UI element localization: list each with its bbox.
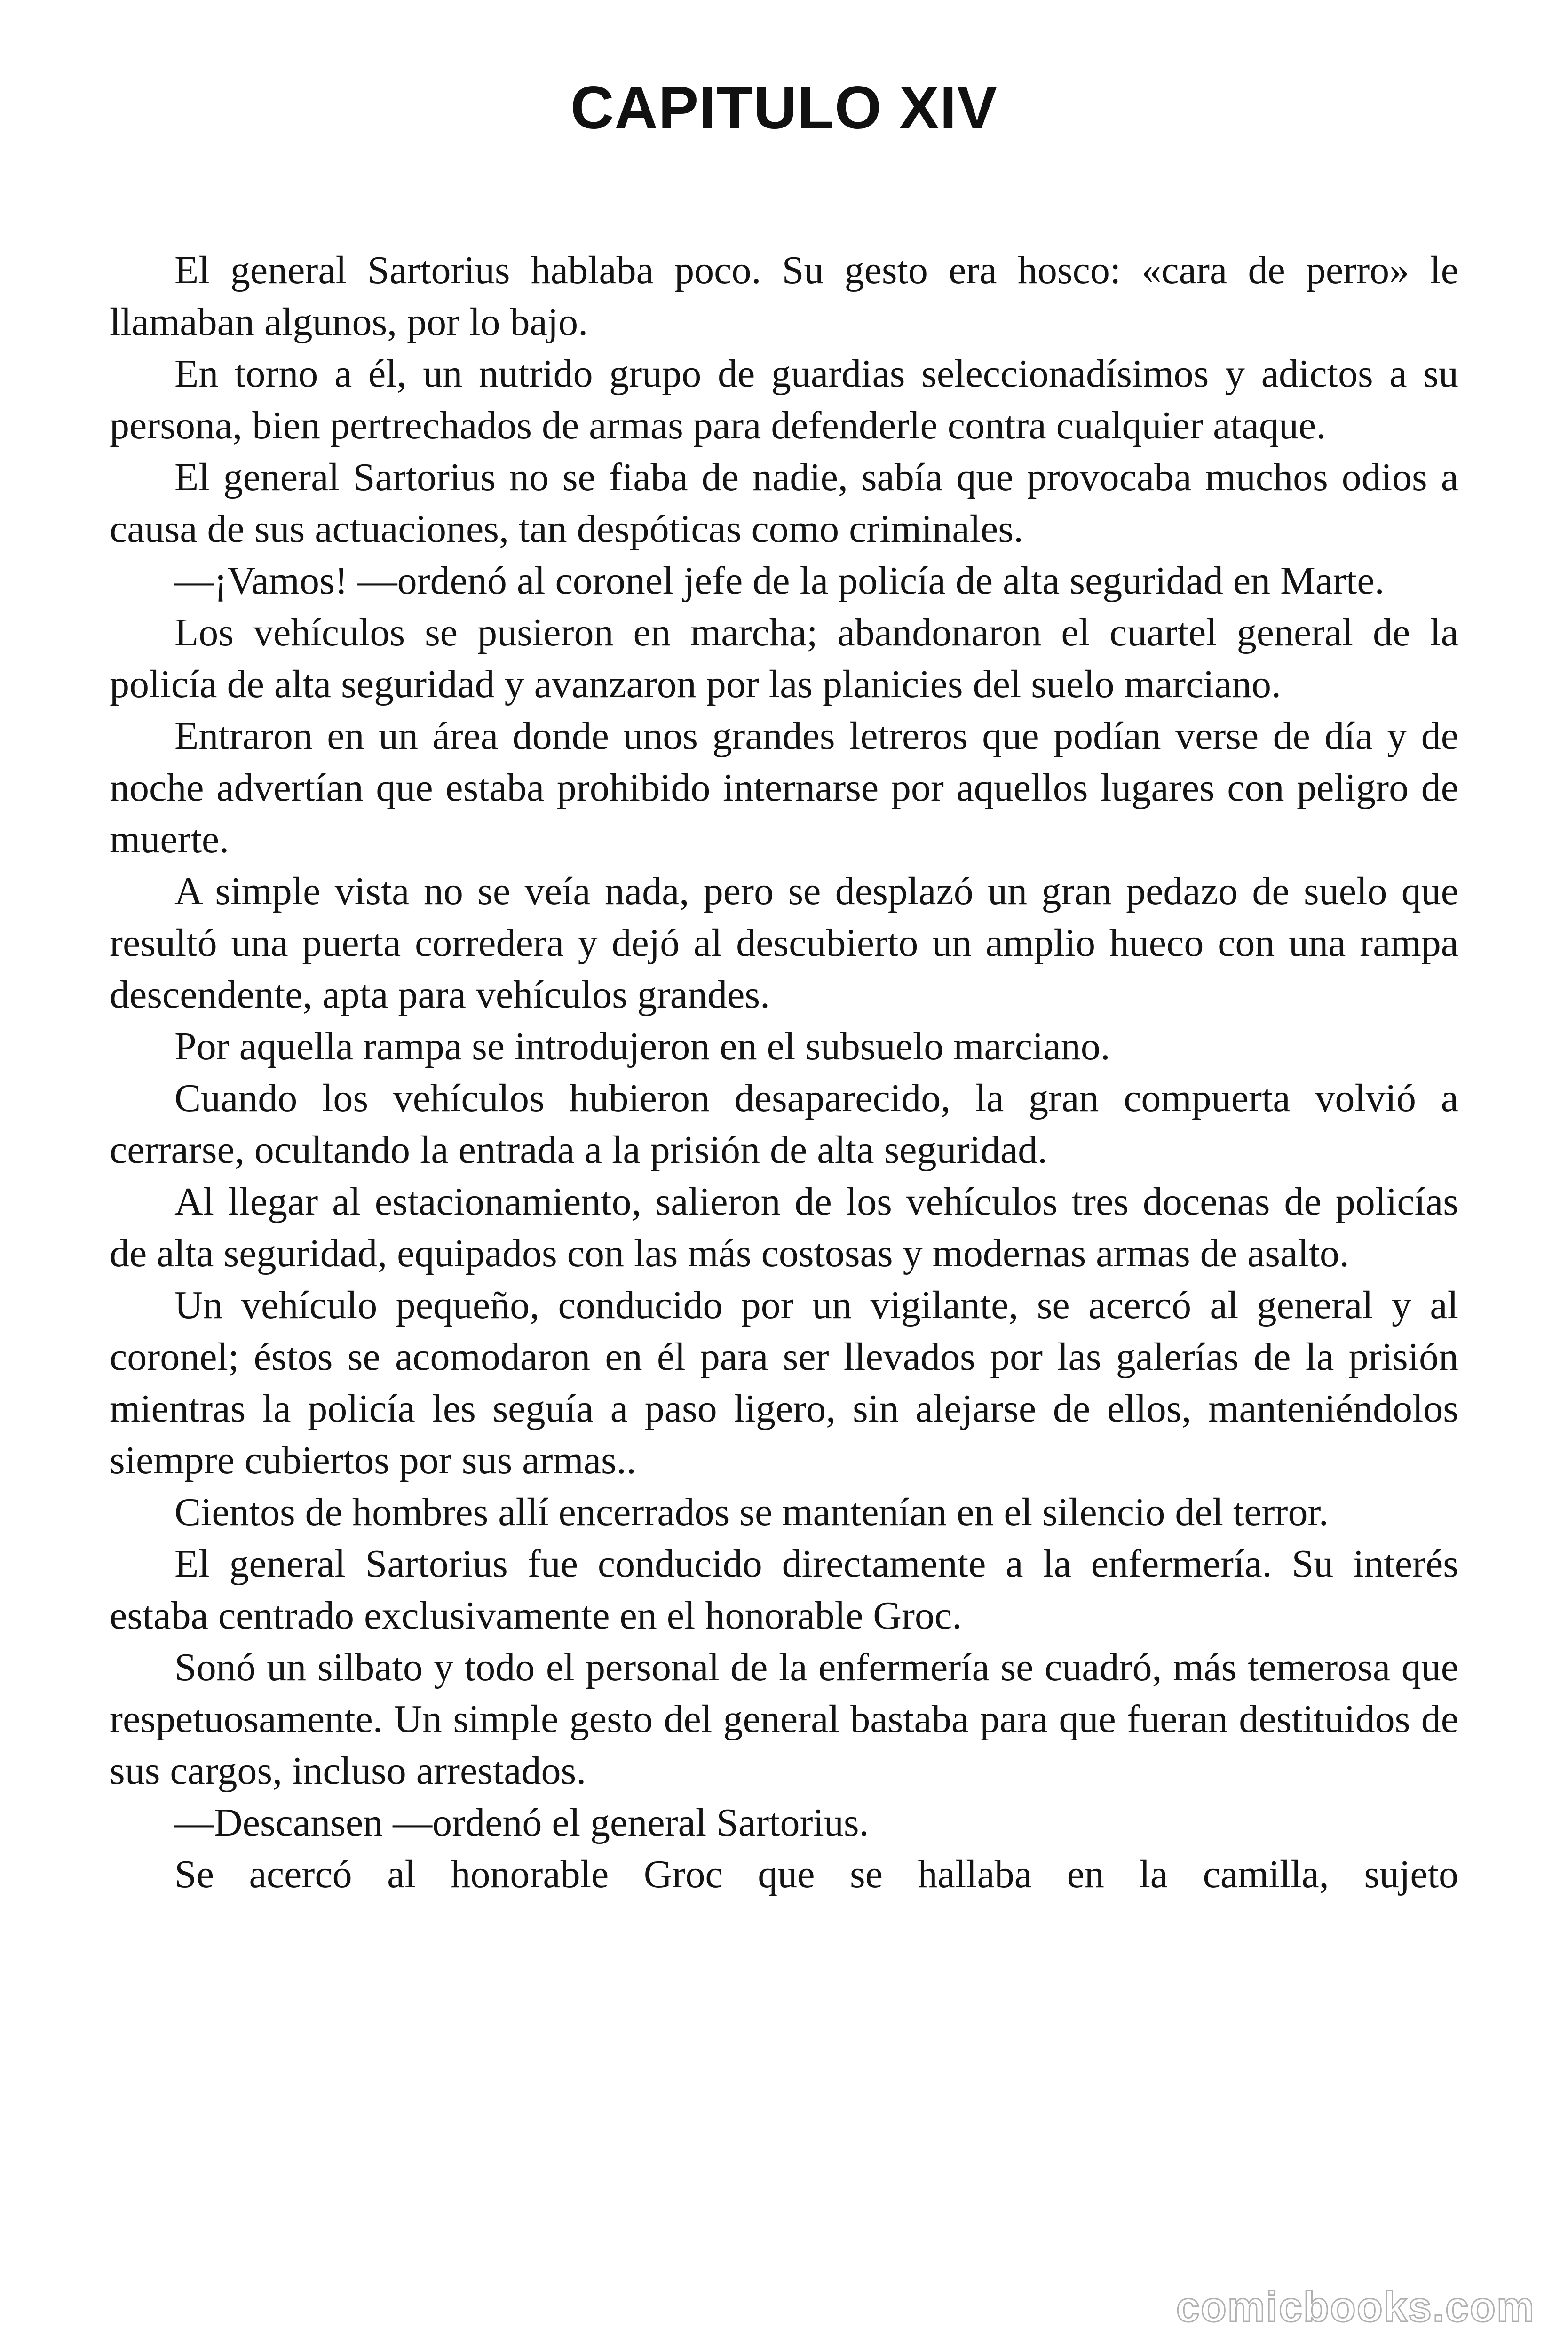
chapter-body [110, 245, 1458, 1900]
paragraph: El general Sartorius fue conducido directamente a la enfermería. Su interés estaba centrado exclusivamente en el honorable Groc. [110, 1542, 1458, 1637]
paragraph: A simple vista no se veía nada, pero se desplazó un gran pedazo de suelo que resultó una puerta corredera y dejó al descubierto un amplio hueco con una rampa descendente, apta para vehículos grandes. [110, 869, 1458, 1017]
paragraph: El general Sartorius no se fiaba de nadie, sabía que provocaba muchos odios a causa de sus actuaciones, tan despóticas como criminales. [110, 455, 1458, 551]
chapter-title: CAPITULO XIV [570, 74, 998, 142]
book-page [110, 0, 1458, 2352]
paragraph: Cientos de hombres allí encerrados se mantenían en el silencio del terror. [174, 1490, 1329, 1534]
paragraph: —¡Vamos! —ordenó al coronel jefe de la policía de alta seguridad en Marte. [174, 559, 1385, 603]
paragraph: Por aquella rampa se introdujeron en el subsuelo marciano. [174, 1025, 1110, 1068]
watermark: comicbooks.com [1176, 2284, 1535, 2331]
paragraph: Al llegar al estacionamiento, salieron de los vehículos tres docenas de policías de alta seguridad, equipados con las más costosas y modernas armas de asalto. [110, 1180, 1458, 1275]
paragraph-continued: Se acercó al honorable Groc que se hallaba en la camilla, sujeto [174, 1852, 1458, 1896]
paragraph: El general Sartorius hablaba poco. Su gesto era hosco: «cara de perro» le llamaban algunos, por lo bajo. [110, 248, 1458, 344]
paragraph: Cuando los vehículos hubieron desaparecido, la gran compuerta volvió a cerrarse, ocultando la entrada a la prisión de alta seguridad. [110, 1076, 1458, 1172]
paragraph: Un vehículo pequeño, conducido por un vigilante, se acercó al general y al coronel; éstos se acomodaron en él para ser llevados por las galerías de la prisión mientras la policía les seguía a paso ligero, sin alejarse de ellos, manteniéndolos siempre cubiertos por sus armas.. [110, 1283, 1458, 1482]
paragraph: En torno a él, un nutrido grupo de guardias seleccionadísimos y adictos a su persona, bien pertrechados de armas para defenderle contra cualquier ataque. [110, 352, 1458, 447]
paragraph: Los vehículos se pusieron en marcha; abandonaron el cuartel general de la policía de alta seguridad y avanzaron por las planicies del suelo marciano. [110, 611, 1458, 706]
paragraph: Sonó un silbato y todo el personal de la enfermería se cuadró, más temerosa que respetuosamente. Un simple gesto del general bastaba para que fueran destituidos de sus cargos, incluso arrestados. [110, 1645, 1458, 1793]
paragraph: —Descansen —ordenó el general Sartorius. [174, 1801, 869, 1844]
paragraph: Entraron en un área donde unos grandes letreros que podían verse de día y de noche advertían que estaba prohibido internarse por aquellos lugares con peligro de muerte. [110, 714, 1458, 861]
